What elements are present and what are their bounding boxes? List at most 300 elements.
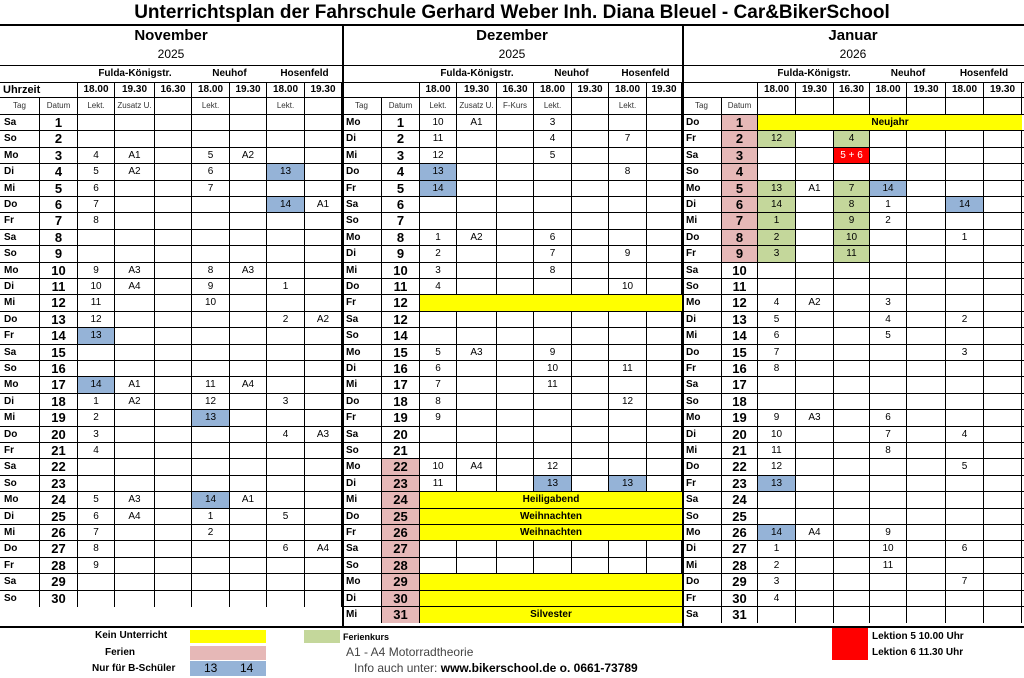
time-header: 19.30 xyxy=(796,83,834,97)
lesson-cell xyxy=(230,459,267,475)
lesson-cell xyxy=(572,459,609,475)
weekday-cell: Di xyxy=(342,246,382,262)
sub-header-cell xyxy=(946,98,984,114)
lesson-cell xyxy=(420,328,457,344)
weekday-cell: Sa xyxy=(0,115,40,131)
day-row xyxy=(342,294,682,311)
lesson-cell: 1 xyxy=(946,230,984,246)
month-section-dezember xyxy=(342,26,684,626)
lesson-cell: A1 xyxy=(115,148,155,164)
lesson-cell: 6 xyxy=(420,361,457,377)
lesson-cell xyxy=(870,459,907,475)
date-cell: 19 xyxy=(40,410,78,426)
date-cell: 25 xyxy=(40,509,78,525)
lesson-cell xyxy=(984,443,1022,459)
lesson-cell xyxy=(834,279,870,295)
weekday-cell: Sa xyxy=(342,427,382,443)
date-cell: 9 xyxy=(382,246,420,262)
lesson-cell: 6 xyxy=(192,164,230,180)
lesson-cell xyxy=(497,131,534,147)
lesson-cell: 14 xyxy=(758,197,796,213)
day-row xyxy=(0,557,342,574)
lesson-cell xyxy=(534,394,572,410)
lesson-cell xyxy=(305,328,342,344)
time-header: 18.00 xyxy=(420,83,457,97)
lesson-cell: 6 xyxy=(534,230,572,246)
day-row xyxy=(342,491,682,508)
lesson-cell xyxy=(230,361,267,377)
lesson-cell xyxy=(457,164,497,180)
weekday-cell: Do xyxy=(342,279,382,295)
lesson-cell: 5 xyxy=(870,328,907,344)
lesson-cell xyxy=(946,509,984,525)
lesson-cell xyxy=(155,541,192,557)
lesson-cell xyxy=(230,574,267,590)
time-header-row xyxy=(342,82,682,98)
day-row xyxy=(682,508,1024,525)
lesson-cell xyxy=(230,115,267,131)
lesson-cell xyxy=(609,197,647,213)
datum-label: Datum xyxy=(382,98,420,114)
legend-red-swatch xyxy=(832,628,868,660)
lesson-cell xyxy=(907,410,946,426)
lesson-cell xyxy=(834,492,870,508)
lesson-cell xyxy=(457,279,497,295)
lesson-cell: 13 xyxy=(420,164,457,180)
day-row xyxy=(0,212,342,229)
lesson-cell: 5 xyxy=(534,148,572,164)
day-row xyxy=(342,245,682,262)
lesson-cell xyxy=(305,410,342,426)
lesson-cell xyxy=(497,541,534,557)
lesson-cell xyxy=(834,345,870,361)
lesson-cell xyxy=(907,295,946,311)
lesson-cell: 5 xyxy=(758,312,796,328)
lesson-cell xyxy=(115,295,155,311)
lesson-cell xyxy=(984,591,1022,607)
lesson-cell xyxy=(78,476,115,492)
location-label: Fulda-Königstr. xyxy=(777,68,851,79)
weekday-cell: Sa xyxy=(342,312,382,328)
weekday-cell: Mo xyxy=(342,574,382,590)
lesson-cell xyxy=(834,312,870,328)
date-cell: 26 xyxy=(382,525,420,541)
sub-header-cell: Lekt. xyxy=(420,98,457,114)
lesson-cell xyxy=(907,328,946,344)
lesson-cell: A1 xyxy=(230,492,267,508)
weekday-cell: Di xyxy=(0,509,40,525)
lesson-cell: 7 xyxy=(78,197,115,213)
date-cell: 28 xyxy=(382,558,420,574)
lesson-cell: 5 xyxy=(267,509,305,525)
day-row xyxy=(682,245,1024,262)
location-label: Hosenfeld xyxy=(959,68,1009,79)
weekday-cell: Do xyxy=(682,230,722,246)
lesson-cell xyxy=(115,361,155,377)
lesson-cell xyxy=(420,541,457,557)
lesson-cell: 10 xyxy=(758,427,796,443)
date-cell: 14 xyxy=(722,328,758,344)
lesson-cell xyxy=(834,328,870,344)
datum-label: Datum xyxy=(40,98,78,114)
weekday-cell: So xyxy=(0,476,40,492)
day-row xyxy=(0,196,342,213)
lesson-cell xyxy=(420,558,457,574)
day-row xyxy=(342,409,682,426)
lesson-cell: 13 xyxy=(609,476,647,492)
day-row xyxy=(342,606,682,623)
date-cell: 21 xyxy=(722,443,758,459)
time-header: 19.30 xyxy=(984,83,1022,97)
date-cell: 15 xyxy=(40,345,78,361)
weekday-cell: Fr xyxy=(0,443,40,459)
lesson-cell xyxy=(907,427,946,443)
lesson-cell xyxy=(984,263,1022,279)
lesson-cell: 12 xyxy=(609,394,647,410)
lesson-cell: 5 xyxy=(420,345,457,361)
lesson-cell xyxy=(267,230,305,246)
lesson-cell xyxy=(907,377,946,393)
time-header: 16.30 xyxy=(155,83,192,97)
lesson-cell xyxy=(796,541,834,557)
lesson-cell: 9 xyxy=(870,525,907,541)
lesson-cell xyxy=(572,476,609,492)
lesson-cell xyxy=(267,476,305,492)
date-cell: 16 xyxy=(40,361,78,377)
weekday-cell: Sa xyxy=(682,263,722,279)
lesson-cell xyxy=(647,328,682,344)
lesson-cell: 13 xyxy=(192,410,230,426)
lesson-cell xyxy=(497,230,534,246)
weekday-cell: So xyxy=(682,279,722,295)
day-row xyxy=(342,524,682,541)
lesson-cell xyxy=(907,263,946,279)
date-cell: 31 xyxy=(722,607,758,623)
lesson-cell xyxy=(984,181,1022,197)
lesson-cell: 3 xyxy=(534,115,572,131)
lesson-cell xyxy=(267,558,305,574)
weekday-cell: Di xyxy=(682,312,722,328)
lesson-cell xyxy=(115,525,155,541)
month-name: November xyxy=(134,27,208,44)
lesson-cell xyxy=(155,443,192,459)
lesson-cell: 9 xyxy=(758,410,796,426)
lesson-cell xyxy=(534,312,572,328)
lesson-cell xyxy=(834,541,870,557)
date-cell: 8 xyxy=(722,230,758,246)
lesson-cell xyxy=(497,279,534,295)
lesson-cell: 11 xyxy=(420,131,457,147)
lesson-cell: 10 xyxy=(534,361,572,377)
day-row xyxy=(342,180,682,197)
lesson-cell xyxy=(305,131,342,147)
date-cell: 12 xyxy=(382,312,420,328)
lesson-cell xyxy=(907,279,946,295)
weekday-cell: Di xyxy=(0,164,40,180)
tag-label: Tag xyxy=(0,98,40,114)
lesson-cell xyxy=(267,459,305,475)
sub-header-cell xyxy=(834,98,870,114)
day-row xyxy=(342,262,682,279)
lesson-cell xyxy=(115,574,155,590)
day-row xyxy=(682,409,1024,426)
lesson-cell xyxy=(647,197,682,213)
lesson-cell xyxy=(946,164,984,180)
date-cell: 23 xyxy=(382,476,420,492)
lesson-cell xyxy=(647,230,682,246)
lesson-cell xyxy=(758,279,796,295)
time-header: 18.00 xyxy=(758,83,796,97)
lesson-cell xyxy=(457,328,497,344)
lesson-cell xyxy=(155,263,192,279)
lesson-cell xyxy=(609,541,647,557)
lesson-cell xyxy=(230,246,267,262)
lesson-cell xyxy=(155,410,192,426)
lesson-cell: 8 xyxy=(78,213,115,229)
lesson-cell xyxy=(230,541,267,557)
time-header: 19.30 xyxy=(457,83,497,97)
sub-header-cell xyxy=(758,98,796,114)
lesson-cell xyxy=(230,295,267,311)
legend-blue-swatch xyxy=(190,661,266,676)
lesson-cell xyxy=(305,591,342,607)
lesson-cell xyxy=(946,213,984,229)
day-row xyxy=(682,311,1024,328)
date-cell: 31 xyxy=(382,607,420,623)
lesson-cell xyxy=(870,361,907,377)
weekday-cell: Fr xyxy=(342,525,382,541)
day-row xyxy=(682,130,1024,147)
location-label: Hosenfeld xyxy=(621,68,670,79)
lesson-cell xyxy=(796,377,834,393)
lesson-cell xyxy=(230,410,267,426)
lesson-cell xyxy=(155,295,192,311)
lesson-cell xyxy=(609,263,647,279)
lesson-cell xyxy=(534,181,572,197)
lesson-cell xyxy=(230,230,267,246)
date-cell: 25 xyxy=(722,509,758,525)
location-label: Neuhof xyxy=(212,68,247,79)
lesson-cell xyxy=(267,246,305,262)
lesson-cell xyxy=(834,574,870,590)
date-cell: 22 xyxy=(40,459,78,475)
lesson-cell xyxy=(155,328,192,344)
date-cell: 21 xyxy=(382,443,420,459)
lesson-cell: 10 xyxy=(609,279,647,295)
day-row xyxy=(342,557,682,574)
date-cell: 20 xyxy=(382,427,420,443)
lesson-cell xyxy=(758,164,796,180)
date-cell: 18 xyxy=(382,394,420,410)
lesson-cell xyxy=(457,246,497,262)
lesson-cell xyxy=(946,148,984,164)
lesson-cell xyxy=(796,558,834,574)
lesson-cell xyxy=(907,345,946,361)
lesson-cell: 7 xyxy=(78,525,115,541)
lesson-cell xyxy=(155,509,192,525)
weekday-cell: Di xyxy=(342,476,382,492)
day-row xyxy=(682,590,1024,607)
day-row xyxy=(0,458,342,475)
day-row xyxy=(682,376,1024,393)
lesson-cell xyxy=(834,377,870,393)
date-cell: 8 xyxy=(382,230,420,246)
lesson-cell xyxy=(984,230,1022,246)
legend-yellow-swatch xyxy=(190,630,266,643)
lesson-cell xyxy=(497,377,534,393)
lesson-cell xyxy=(192,246,230,262)
lesson-cell: 7 xyxy=(870,427,907,443)
time-header-row xyxy=(682,82,1024,98)
lesson-cell xyxy=(155,361,192,377)
lesson-cell: 1 xyxy=(758,213,796,229)
lesson-cell xyxy=(78,115,115,131)
lesson-cell xyxy=(907,476,946,492)
lesson-cell xyxy=(609,328,647,344)
lesson-cell xyxy=(230,558,267,574)
lesson-cell xyxy=(647,131,682,147)
lesson-cell xyxy=(984,197,1022,213)
tag-label: Tag xyxy=(342,98,382,114)
lesson-cell xyxy=(984,607,1022,623)
lesson-cell: 7 xyxy=(758,345,796,361)
lesson-cell xyxy=(267,263,305,279)
lesson-cell xyxy=(155,164,192,180)
lesson-cell xyxy=(796,213,834,229)
day-row xyxy=(682,229,1024,246)
month-header xyxy=(342,26,682,66)
lesson-cell xyxy=(192,574,230,590)
lesson-cell xyxy=(758,607,796,623)
month-year: 2025 xyxy=(157,47,185,61)
lesson-cell: A4 xyxy=(796,525,834,541)
lesson-cell: 3 xyxy=(758,574,796,590)
sub-header-cell xyxy=(870,98,907,114)
weekday-cell: Do xyxy=(342,164,382,180)
lesson-cell: 11 xyxy=(834,246,870,262)
day-row xyxy=(682,540,1024,557)
lesson-cell xyxy=(907,312,946,328)
lesson-cell xyxy=(192,115,230,131)
lesson-cell xyxy=(267,345,305,361)
lesson-cell: 10 xyxy=(78,279,115,295)
lesson-cell: 2 xyxy=(192,525,230,541)
lesson-cell xyxy=(647,377,682,393)
sub-header-cell: Lekt. xyxy=(609,98,647,114)
lesson-cell xyxy=(534,213,572,229)
lesson-cell xyxy=(305,279,342,295)
lesson-cell xyxy=(946,181,984,197)
lesson-cell: A3 xyxy=(115,263,155,279)
sub-header-cell xyxy=(984,98,1022,114)
date-cell: 20 xyxy=(722,427,758,443)
lesson-cell xyxy=(572,115,609,131)
weekday-cell: Mi xyxy=(342,607,382,623)
holiday-span: Weihnachten xyxy=(420,509,682,525)
sub-header-row xyxy=(0,98,342,114)
weekday-cell: Do xyxy=(342,509,382,525)
lesson-cell xyxy=(457,476,497,492)
lesson-cell xyxy=(834,525,870,541)
day-row xyxy=(342,540,682,557)
location-label: Fulda-Königstr. xyxy=(440,68,514,79)
lesson-cell xyxy=(534,410,572,426)
lesson-cell xyxy=(907,558,946,574)
weekday-cell: Mi xyxy=(0,181,40,197)
date-cell: 12 xyxy=(40,295,78,311)
lesson-cell xyxy=(572,246,609,262)
sub-header-cell: Zusatz U. xyxy=(457,98,497,114)
day-row xyxy=(342,130,682,147)
lesson-cell xyxy=(305,361,342,377)
weekday-cell: Mo xyxy=(342,230,382,246)
lesson-cell xyxy=(115,328,155,344)
date-cell: 14 xyxy=(40,328,78,344)
lesson-cell xyxy=(155,394,192,410)
lesson-cell xyxy=(870,345,907,361)
date-cell: 21 xyxy=(40,443,78,459)
lesson-cell xyxy=(647,263,682,279)
lesson-cell xyxy=(572,197,609,213)
weekday-cell: Sa xyxy=(682,377,722,393)
lesson-cell xyxy=(907,459,946,475)
time-header-row xyxy=(0,82,342,98)
weekday-cell: Mo xyxy=(0,377,40,393)
weekday-cell: Sa xyxy=(682,492,722,508)
lesson-cell xyxy=(305,164,342,180)
weekday-cell: So xyxy=(342,558,382,574)
date-cell: 30 xyxy=(722,591,758,607)
lesson-cell: 8 xyxy=(420,394,457,410)
day-row xyxy=(0,147,342,164)
holiday-span xyxy=(420,295,682,311)
day-row xyxy=(342,393,682,410)
lesson-cell xyxy=(946,263,984,279)
lesson-cell xyxy=(497,164,534,180)
lesson-cell xyxy=(572,131,609,147)
lesson-cell xyxy=(305,115,342,131)
date-cell: 22 xyxy=(382,459,420,475)
lesson-cell xyxy=(647,345,682,361)
sub-header-row xyxy=(682,98,1024,114)
legend-info-prefix: Info auch unter: xyxy=(354,661,441,675)
lesson-cell xyxy=(796,574,834,590)
month-year: 2025 xyxy=(498,47,526,61)
lesson-cell xyxy=(834,410,870,426)
lesson-cell xyxy=(534,558,572,574)
lesson-cell xyxy=(758,377,796,393)
weekday-cell: So xyxy=(342,328,382,344)
weekday-cell: Di xyxy=(342,361,382,377)
time-header: 19.30 xyxy=(907,83,946,97)
day-row xyxy=(682,114,1024,131)
day-row xyxy=(0,475,342,492)
lesson-cell xyxy=(609,410,647,426)
lesson-cell xyxy=(267,410,305,426)
lesson-cell xyxy=(497,213,534,229)
lesson-cell xyxy=(267,295,305,311)
date-cell: 29 xyxy=(40,574,78,590)
lesson-cell xyxy=(907,246,946,262)
lesson-cell xyxy=(78,246,115,262)
lesson-cell xyxy=(572,230,609,246)
page-title: Unterrichtsplan der Fahrschule Gerhard Weber Inh. Diana Bleuel - Car&BikerSchool xyxy=(0,0,1024,26)
lesson-cell xyxy=(115,230,155,246)
sub-header-cell: Lekt. xyxy=(78,98,115,114)
day-row xyxy=(342,458,682,475)
day-row xyxy=(0,524,342,541)
date-cell: 27 xyxy=(722,541,758,557)
